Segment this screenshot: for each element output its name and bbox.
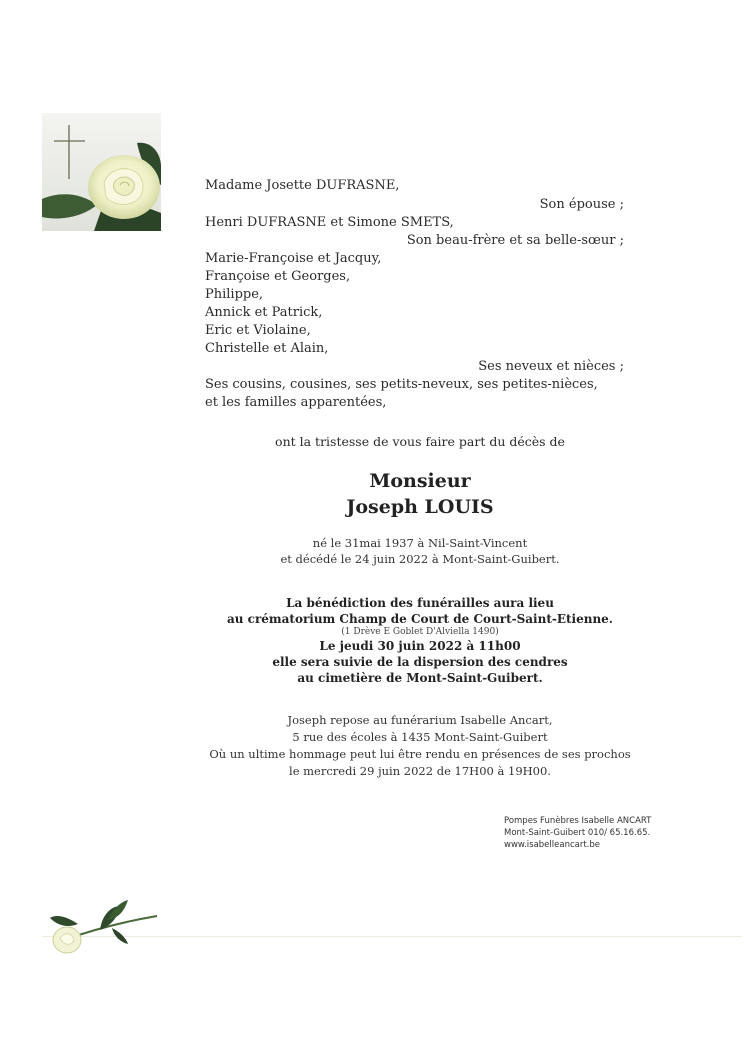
rose-cross-photo bbox=[42, 113, 161, 231]
death-line: et décédé le 24 juin 2022 à Mont-Saint-Guibert. bbox=[280, 552, 560, 566]
funeral-line: La bénédiction des funérailles aura lieu bbox=[286, 596, 554, 610]
nephew-line: Marie-Françoise et Jacquy, bbox=[205, 251, 382, 266]
funeral-line: au cimetière de Mont-Saint-Guibert. bbox=[297, 671, 543, 685]
wife-name: Madame Josette DUFRASNE, bbox=[205, 178, 400, 193]
white-rose-stem-icon bbox=[42, 884, 162, 960]
funeral-address: (1 Drève E Goblet D'Alviella 1490) bbox=[341, 627, 499, 637]
announcement-text: ont la tristesse de vous faire part du décès de bbox=[275, 434, 565, 449]
funeral-home-website: www.isabelleancart.be bbox=[504, 840, 600, 850]
wife-relation: Son épouse ; bbox=[539, 197, 624, 212]
nephew-line: Philippe, bbox=[205, 287, 264, 302]
nephew-line: Eric et Violaine, bbox=[205, 323, 311, 338]
inlaws-name: Henri DUFRASNE et Simone SMETS, bbox=[205, 215, 454, 230]
cousins-line: Ses cousins, cousines, ses petits-neveux, ses petites-nièces, bbox=[205, 377, 598, 392]
wake-line: Où un ultime hommage peut lui être rendu en présences de ses prochos bbox=[209, 747, 631, 761]
wake-details bbox=[160, 712, 680, 780]
birth-death-block bbox=[160, 535, 680, 567]
birth-line: né le 31mai 1937 à Nil-Saint-Vincent bbox=[312, 536, 528, 550]
nephew-line: Annick et Patrick, bbox=[205, 305, 323, 320]
bottom-rose-photo bbox=[42, 884, 162, 960]
funeral-date: Le jeudi 30 juin 2022 à 11h00 bbox=[319, 639, 521, 653]
nephew-line: Christelle et Alain, bbox=[205, 341, 329, 356]
nephews-relation: Ses neveux et nièces ; bbox=[478, 359, 624, 374]
honorific: Monsieur bbox=[369, 470, 471, 492]
wake-line: le mercredi 29 juin 2022 de 17H00 à 19H00. bbox=[289, 764, 551, 778]
wake-line: 5 rue des écoles à 1435 Mont-Saint-Guibert bbox=[292, 730, 548, 744]
deceased-name-block bbox=[160, 468, 680, 520]
funeral-home-name: Pompes Funèbres Isabelle ANCART bbox=[504, 816, 652, 826]
funeral-venue: au crématorium Champ de Court de Court-Saint-Etienne. bbox=[226, 612, 613, 626]
white-rose-with-cross-icon bbox=[42, 113, 161, 231]
funeral-home-phone: Mont-Saint-Guibert 010/ 65.16.65. bbox=[504, 828, 651, 838]
funeral-home-block bbox=[504, 815, 651, 851]
nephew-line: Françoise et Georges, bbox=[205, 269, 351, 284]
funeral-details bbox=[160, 595, 680, 686]
funeral-line: elle sera suivie de la dispersion des cendres bbox=[272, 655, 568, 669]
families-line: et les familles apparentées, bbox=[205, 395, 387, 410]
wake-line: Joseph repose au funérarium Isabelle Ancart, bbox=[287, 713, 553, 727]
deceased-name: Joseph LOUIS bbox=[346, 496, 494, 518]
inlaws-relation: Son beau-frère et sa belle-sœur ; bbox=[406, 233, 624, 248]
